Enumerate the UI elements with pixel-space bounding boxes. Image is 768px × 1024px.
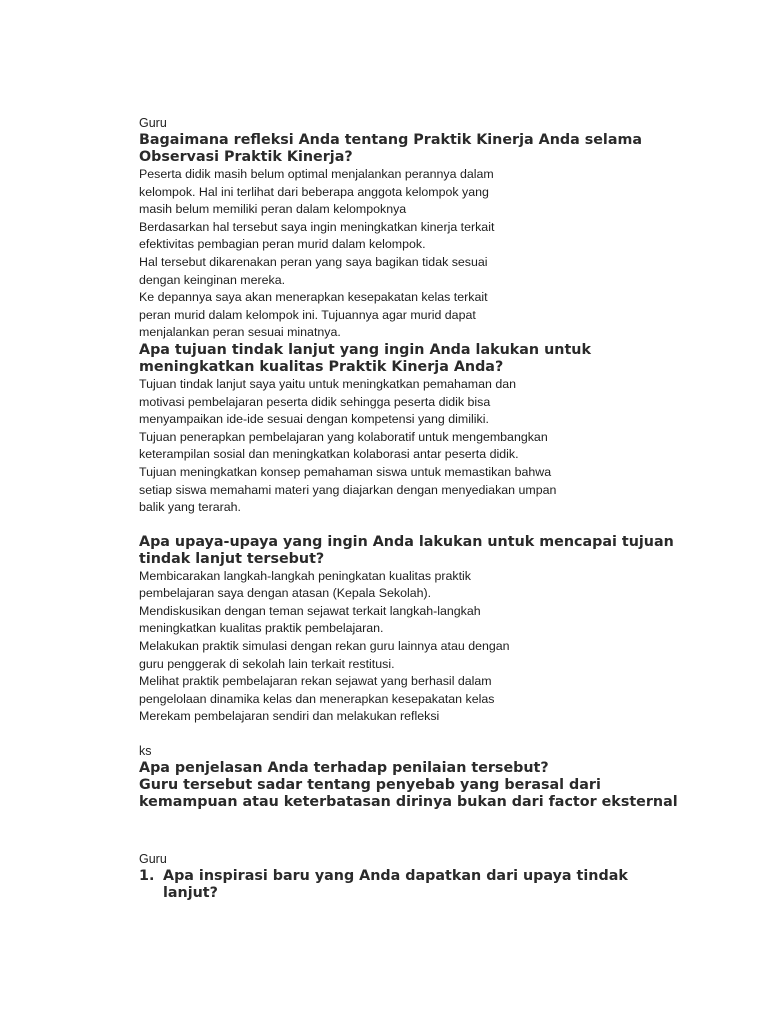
answer-line: meningkatkan kualitas praktik pembelajaran.	[139, 621, 384, 636]
answer-line: dengan keinginan mereka.	[139, 272, 286, 287]
answer-efforts	[139, 568, 699, 726]
answer-line: efektivitas pembagian peran murid dalam kelompok.	[139, 237, 426, 252]
answer-line: peran murid dalam kelompok ini. Tujuannya agar murid dapat	[139, 307, 476, 322]
answer-line: setiap siswa memahami materi yang diajarkan dengan menyediakan umpan	[139, 482, 557, 497]
list-item	[139, 868, 699, 902]
section-label-ks: ks	[139, 744, 152, 759]
answer-line: menyampaikan ide-ide sesuai dengan kompetensi yang dimiliki.	[139, 412, 489, 427]
list-item-number: 1.	[139, 868, 155, 885]
answer-line: pengelolaan dinamika kelas dan menerapkan kesepakatan kelas	[139, 691, 495, 706]
blank-line	[139, 726, 699, 743]
answer-line: masih belum memiliki peran dalam kelompoknya	[139, 202, 407, 217]
answer-follow-up-goal	[139, 376, 699, 517]
answer-reflection	[139, 166, 699, 342]
question-follow-up-goal-line-2: meningkatkan kualitas Praktik Kinerja Anda?	[139, 358, 504, 375]
question-assessment-line-1: Apa penjelasan Anda terhadap penilaian tersebut?	[139, 760, 549, 777]
question-reflection-line-1: Bagaimana refleksi Anda tentang Praktik Kinerja Anda selama	[139, 132, 643, 148]
blank-line	[139, 811, 699, 834]
answer-line: Hal tersebut dikarenakan peran yang saya bagikan tidak sesuai	[139, 254, 488, 269]
section-label-guru-2: Guru	[139, 852, 167, 867]
question-follow-up-goal-line-1: Apa tujuan tindak lanjut yang ingin Anda lakukan untuk	[139, 341, 591, 358]
answer-line: kelompok. Hal ini terlihat dari beberapa anggota kelompok yang	[139, 184, 489, 199]
list-item-text-line-1: Apa inspirasi baru yang Anda dapatkan dari upaya tindak	[163, 868, 628, 885]
answer-line: keterampilan sosial dan meningkatkan kolaborasi antar peserta didik.	[139, 447, 519, 462]
answer-line: guru penggerak di sekolah lain terkait restitusi.	[139, 656, 395, 671]
question-assessment-line-3: kemampuan atau keterbatasan dirinya bukan dari factor eksternal	[139, 794, 678, 811]
answer-line: Peserta didik masih belum optimal menjalankan perannya dalam	[139, 167, 494, 181]
answer-line: Ke depannya saya akan menerapkan kesepakatan kelas terkait	[139, 290, 488, 305]
question-assessment-line-2: Guru tersebut sadar tentang penyebab yang berasal dari	[139, 777, 601, 794]
answer-line: Tujuan tindak lanjut saya yaitu untuk meningkatkan pemahaman dan	[139, 376, 517, 391]
answer-line: Membicarakan langkah-langkah peningkatan kualitas praktik	[139, 568, 471, 583]
answer-line: Merekam pembelajaran sendiri dan melakukan refleksi	[139, 709, 440, 724]
section-label-guru: Guru	[139, 116, 167, 130]
blank-line	[139, 834, 699, 851]
answer-line: pembelajaran saya dengan atasan (Kepala Sekolah).	[139, 586, 432, 601]
answer-line: balik yang terarah.	[139, 500, 241, 515]
answer-line: Berdasarkan hal tersebut saya ingin meningkatkan kinerja terkait	[139, 219, 495, 234]
question-efforts-line-1: Apa upaya-upaya yang ingin Anda lakukan untuk mencapai tujuan	[139, 533, 674, 550]
numbered-question-list	[139, 868, 699, 902]
answer-line: Melihat praktik pembelajaran rekan sejawat yang berhasil dalam	[139, 674, 492, 689]
question-reflection-line-2: Observasi Praktik Kinerja?	[139, 149, 353, 165]
answer-line: menjalankan peran sesuai minatnya.	[139, 325, 341, 340]
answer-line: Mendiskusikan dengan teman sejawat terkait langkah-langkah	[139, 603, 481, 618]
blank-line	[139, 517, 699, 534]
answer-line: Melakukan praktik simulasi dengan rekan guru lainnya atau dengan	[139, 639, 510, 654]
question-efforts-line-2: tindak lanjut tersebut?	[139, 550, 325, 567]
list-item-text	[163, 868, 633, 902]
answer-line: Tujuan penerapkan pembelajaran yang kolaboratif untuk mengembangkan	[139, 429, 548, 444]
list-item-text-line-2: lanjut?	[163, 885, 218, 902]
answer-line: Tujuan meningkatkan konsep pemahaman siswa untuk memastikan bahwa	[139, 464, 552, 479]
document-page	[139, 115, 699, 902]
answer-line: motivasi pembelajaran peserta didik sehingga peserta didik bisa	[139, 394, 491, 409]
